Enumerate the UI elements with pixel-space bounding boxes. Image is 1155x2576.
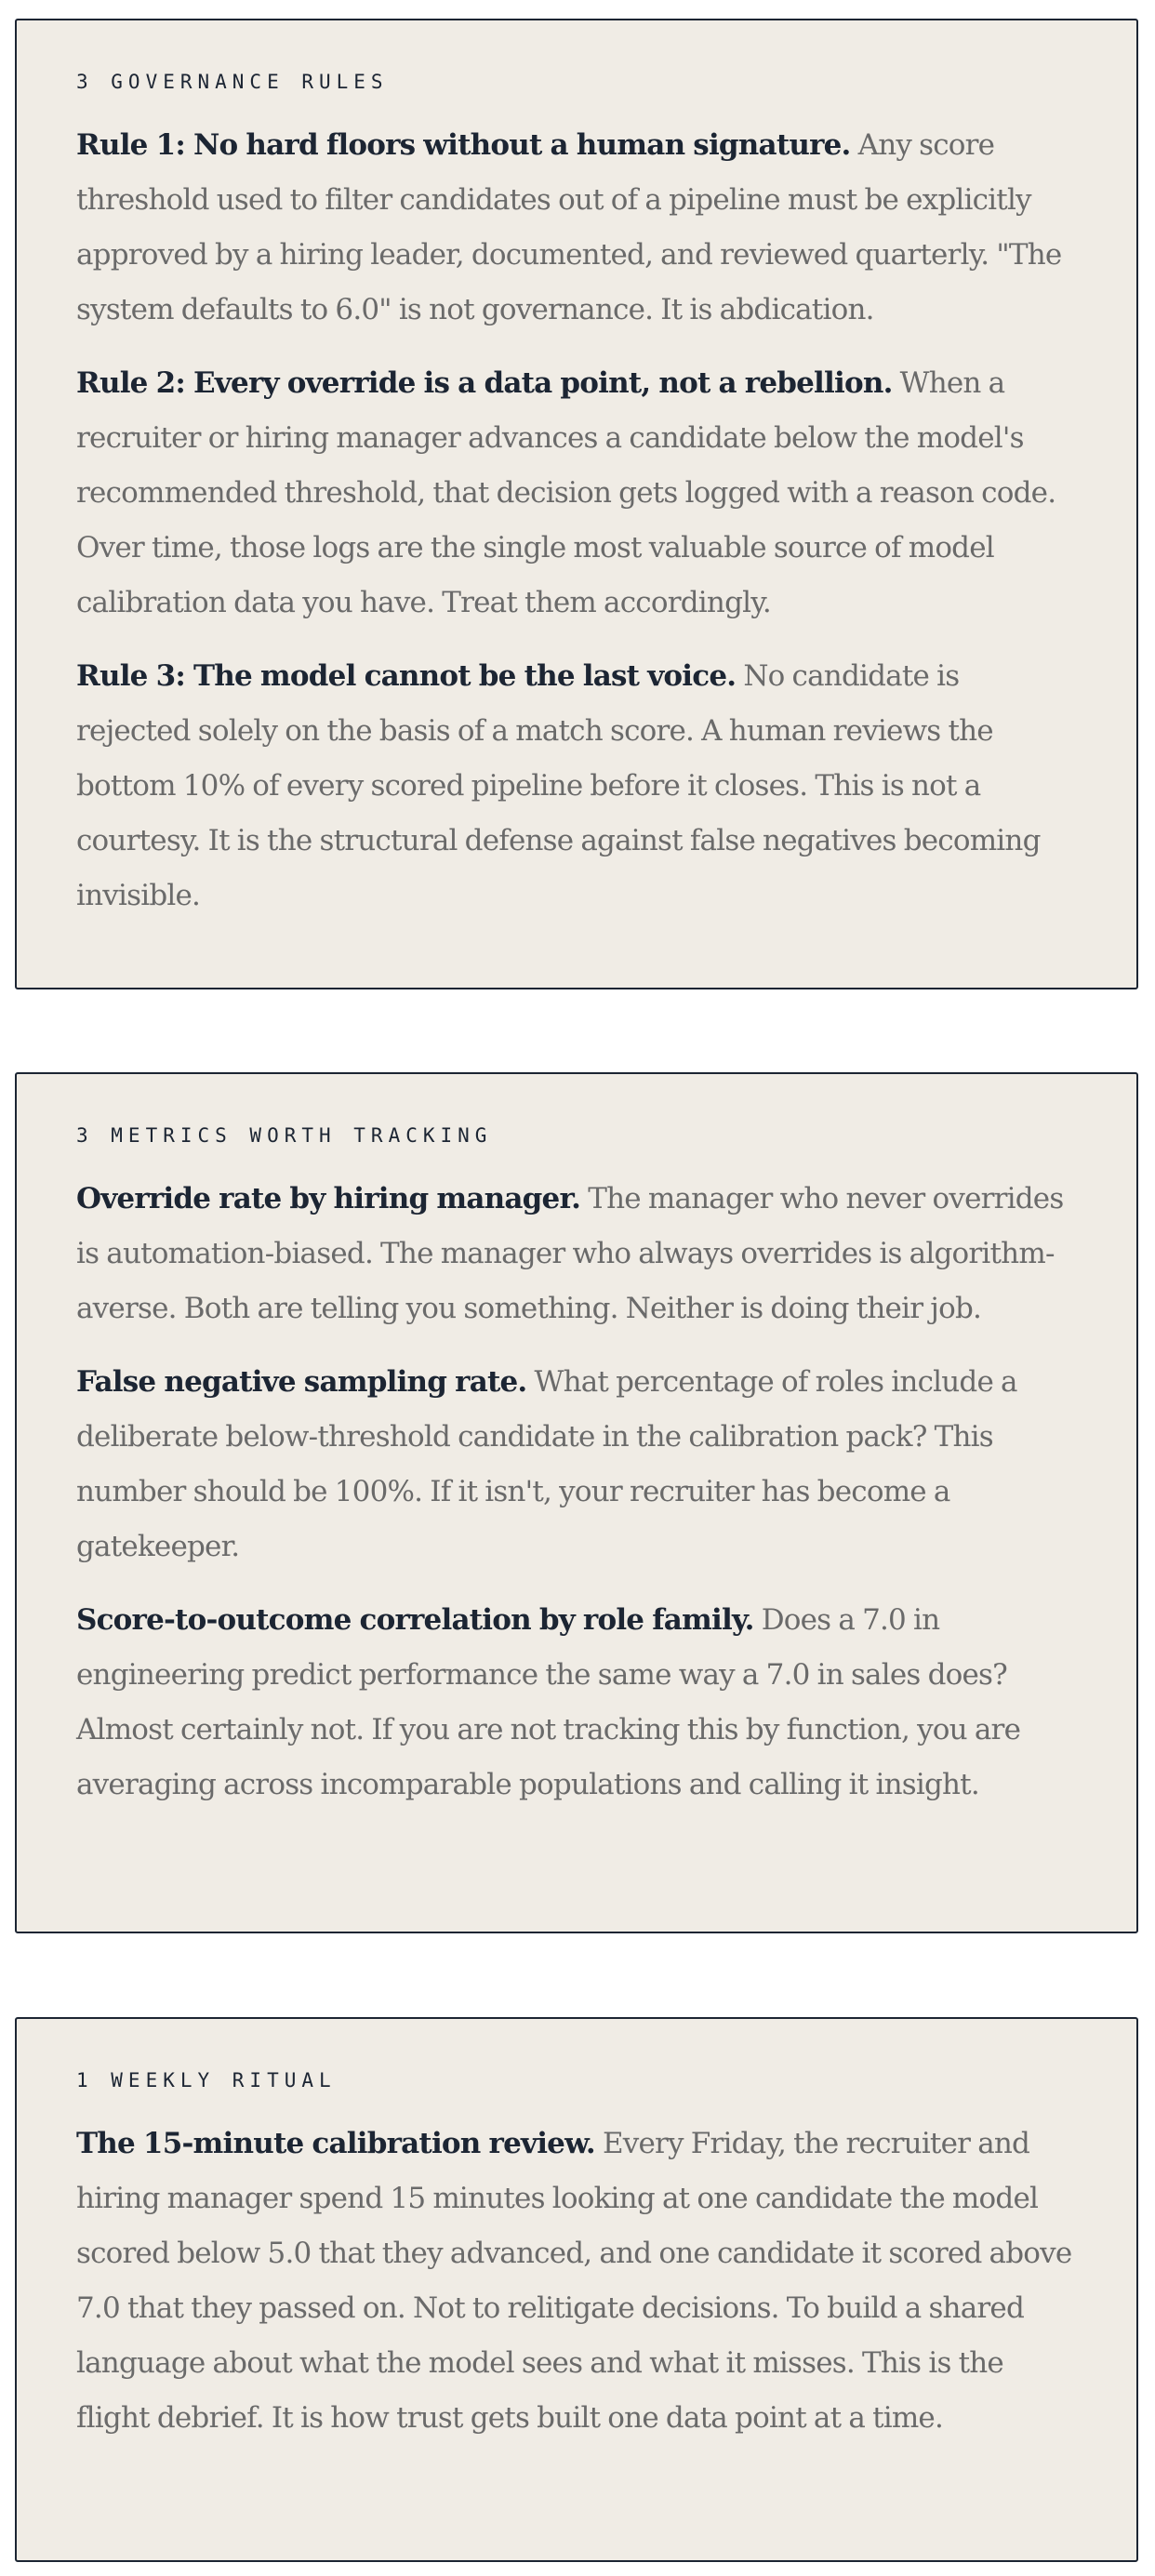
ritual-body: Every Friday, the recruiter and hiring manager spend 15 minutes looking at one candidate the model scored below 5.0 that they advanced, and one candidate it scored above 7.0 that they passed on. Not to relitigate decisions. To build a shared language about what the model sees and what it misses. This is the flight debrief. It is how trust gets built one data point at a time. xyxy=(76,2127,1072,2435)
metric-1-paragraph xyxy=(76,1172,1077,1336)
rule-2-body: When a recruiter or hiring manager advances a candidate below the model's recommended threshold, that decision gets logged with a reason code. Over time, those logs are the single most valuable source of model calibration data you have. Treat them accordingly. xyxy=(76,366,1056,619)
metrics-card xyxy=(15,1072,1138,1933)
rule-2-paragraph xyxy=(76,356,1077,631)
section-heading: 3 METRICS WORTH TRACKING xyxy=(76,1124,493,1147)
rule-1-title: Rule 1: No hard floors without a human signature. xyxy=(76,128,851,162)
metric-3-title: Score-to-outcome correlation by role family. xyxy=(76,1603,754,1637)
rule-2-title: Rule 2: Every override is a data point, not a rebellion. xyxy=(76,366,893,400)
ritual-title: The 15-minute calibration review. xyxy=(76,2127,595,2160)
rule-3-body: No candidate is rejected solely on the basis of a match score. A human reviews the bottom 10% of every scored pipeline before it closes. This is not a courtesy. It is the structural defense against false negatives becoming invisible. xyxy=(76,659,1041,912)
rule-3-title: Rule 3: The model cannot be the last voice. xyxy=(76,659,737,693)
governance-rules-card xyxy=(15,19,1138,989)
metric-2-paragraph xyxy=(76,1355,1077,1574)
rule-3-paragraph xyxy=(76,649,1077,923)
metric-1-title: Override rate by hiring manager. xyxy=(76,1182,581,1215)
metric-1-body: The manager who never overrides is automation-biased. The manager who always overrides is algorithm-averse. Both are telling you something. Neither is doing their job. xyxy=(76,1182,1064,1325)
section-heading: 1 WEEKLY RITUAL xyxy=(76,2069,337,2091)
metric-3-body: Does a 7.0 in engineering predict performance the same way a 7.0 in sales does? Almost certainly not. If you are not tracking this by function, you are averaging across incomparable populations and calling it insight. xyxy=(76,1603,1021,1801)
metric-2-title: False negative sampling rate. xyxy=(76,1365,527,1399)
rule-1-body: Any score threshold used to filter candidates out of a pipeline must be explicitly approved by a hiring leader, documented, and reviewed quarterly. "The system defaults to 6.0" is not governance. It is abdication. xyxy=(76,128,1062,326)
section-heading: 3 GOVERNANCE RULES xyxy=(76,71,389,93)
weekly-ritual-card xyxy=(15,2017,1138,2562)
metric-2-body: What percentage of roles include a deliberate below-threshold candidate in the calibration pack? This number should be 100%. If it isn't, your recruiter has become a gatekeeper. xyxy=(76,1365,1017,1563)
ritual-paragraph xyxy=(76,2117,1077,2446)
rule-1-paragraph xyxy=(76,118,1077,338)
metric-3-paragraph xyxy=(76,1593,1077,1812)
